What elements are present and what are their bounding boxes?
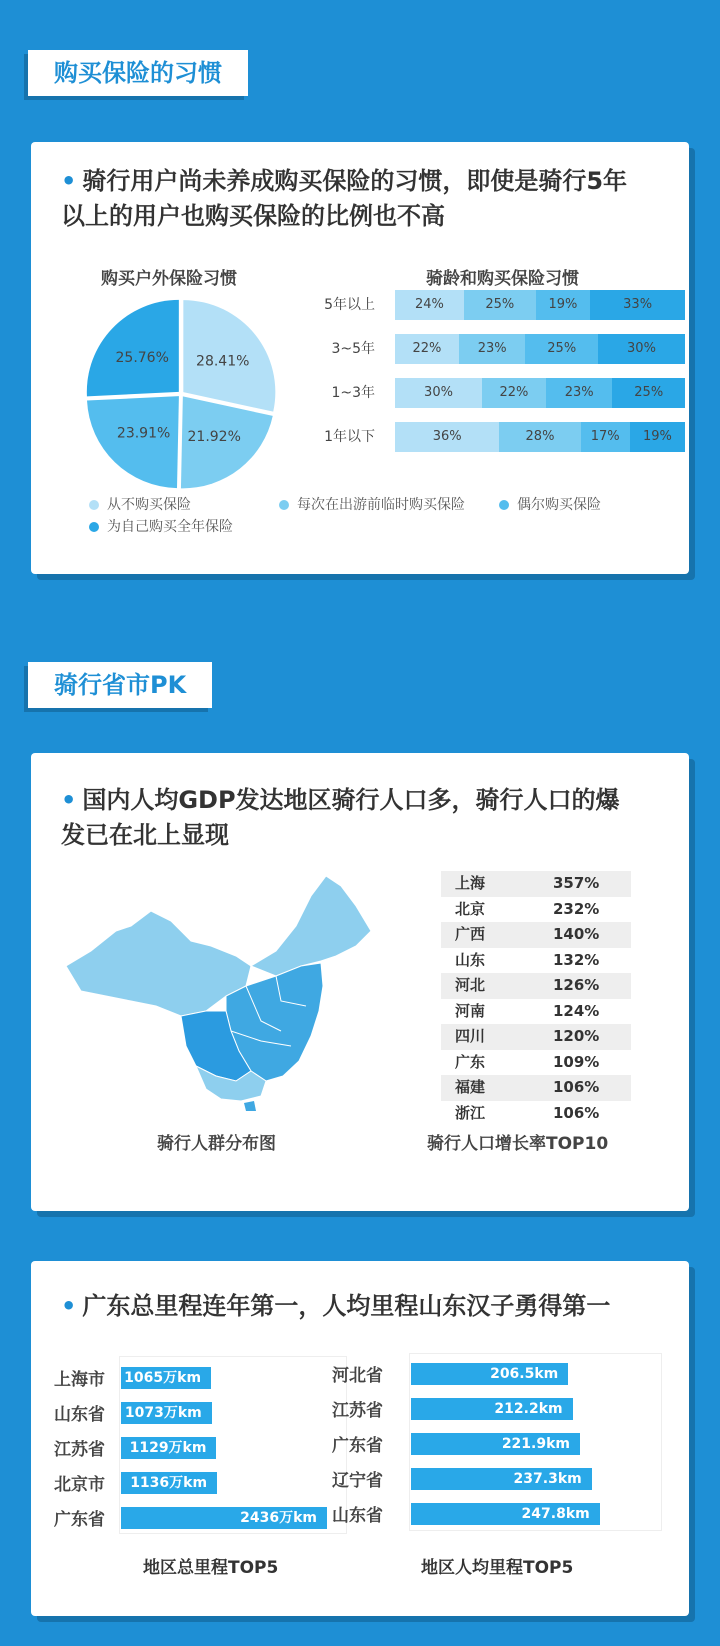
table-row (441, 1075, 631, 1101)
category-label: 山东省 (54, 1405, 105, 1425)
legend-label: 为自己购买全年保险 (107, 519, 233, 535)
pie-slice (87, 396, 179, 488)
card-insurance (31, 142, 689, 574)
table-row (441, 1101, 631, 1127)
legend-swatch (499, 500, 509, 510)
headline-line-1: 国内人均GDP发达地区骑行人口多，骑行人口的爆 (82, 786, 620, 814)
table-row (441, 1024, 631, 1050)
bar: 1129万km (121, 1437, 216, 1459)
province-name: 福建 (455, 1078, 486, 1096)
category-label: 3~5年 (331, 341, 375, 357)
growth-rate: 126% (553, 976, 600, 994)
table-row (441, 871, 631, 897)
legend-item (279, 494, 465, 514)
bar-segment: 30% (598, 334, 685, 364)
headline-line-2: 发已在北上显现 (61, 821, 229, 849)
province-name: 山东 (455, 950, 486, 969)
province-name: 北京 (455, 899, 486, 918)
stacked-bar-track (395, 334, 685, 364)
legend-swatch (89, 500, 99, 510)
category-label: 1~3年 (331, 385, 375, 401)
pie-slice-label: 23.91% (116, 425, 171, 442)
map-caption: 骑行人群分布图 (157, 1134, 276, 1154)
table-row (441, 897, 631, 923)
pie-slice-label: 21.92% (187, 429, 241, 446)
headline-line-2: 以上的用户也购买保险的比例也不高 (61, 202, 445, 230)
category-label: 北京市 (54, 1475, 105, 1495)
stacked-bar-track (395, 290, 685, 320)
legend-label: 每次在出游前临时购买保险 (297, 497, 465, 513)
table-row (441, 1050, 631, 1076)
legend-label: 从不购买保险 (107, 497, 191, 513)
bar-segment: 19% (536, 290, 591, 320)
bar-segment: 24% (395, 290, 464, 320)
growth-rate: 232% (553, 899, 600, 918)
map-region-west (66, 911, 251, 1016)
bar: 237.3km (411, 1468, 592, 1490)
province-name: 广东 (455, 1052, 486, 1071)
bar-segment: 25% (525, 334, 598, 364)
category-label: 1年以下 (324, 429, 375, 445)
table-row (441, 973, 631, 999)
growth-rate: 140% (553, 925, 600, 943)
category-label: 辽宁省 (332, 1471, 383, 1491)
headline-insurance (61, 164, 627, 234)
growth-rate: 132% (553, 950, 600, 969)
stacked-bar-row (291, 422, 691, 452)
bar-segment: 17% (581, 422, 630, 452)
pie-slice-label: 25.76% (115, 350, 169, 367)
growth-rate: 124% (553, 1001, 600, 1020)
bar: 206.5km (411, 1363, 568, 1385)
legend-item (89, 494, 191, 514)
bar-segment: 22% (482, 378, 546, 408)
table-row (441, 922, 631, 948)
category-label: 江苏省 (54, 1440, 105, 1460)
pie-chart-title: 购买户外保险习惯 (101, 269, 237, 289)
section-tag-insurance: 购买保险的习惯 (28, 50, 248, 96)
stacked-bar-row (291, 334, 691, 364)
table-caption: 骑行人口增长率TOP10 (427, 1134, 609, 1154)
growth-rate: 109% (553, 1052, 600, 1071)
pie-slice-label: 28.41% (196, 353, 250, 370)
legend-item (499, 494, 601, 514)
card-mileage (31, 1261, 689, 1616)
bar: 221.9km (411, 1433, 580, 1455)
category-label: 上海市 (54, 1370, 105, 1390)
category-label: 5年以上 (324, 297, 375, 313)
stacked-bar-row (291, 378, 691, 408)
total-mileage-caption: 地区总里程TOP5 (143, 1558, 279, 1578)
headline-province (61, 783, 620, 853)
pie-slice (87, 300, 179, 396)
bar: 247.8km (411, 1503, 600, 1525)
province-name: 河南 (455, 1001, 486, 1020)
bar-segment: 28% (499, 422, 580, 452)
stacked-bar-title: 骑龄和购买保险习惯 (426, 269, 579, 289)
legend-item (89, 516, 233, 536)
section-tag-province: 骑行省市PK (28, 662, 212, 708)
bar-segment: 25% (612, 378, 685, 408)
growth-rate: 357% (553, 874, 600, 892)
bar: 212.2km (411, 1398, 573, 1420)
province-name: 四川 (455, 1027, 486, 1045)
category-label: 广东省 (332, 1436, 383, 1456)
bar-segment: 23% (546, 378, 613, 408)
china-map (61, 871, 371, 1111)
pie-chart (81, 294, 281, 494)
category-label: 广东省 (54, 1510, 105, 1530)
growth-rate: 120% (553, 1027, 600, 1045)
bar: 1065万km (121, 1367, 211, 1389)
bar-segment: 25% (464, 290, 536, 320)
province-name: 河北 (455, 976, 486, 994)
growth-rate: 106% (553, 1078, 600, 1096)
bullet: • (61, 1292, 77, 1320)
legend-label: 偶尔购买保险 (517, 497, 601, 513)
card-province (31, 753, 689, 1211)
bar-segment: 22% (395, 334, 459, 364)
province-name: 广西 (455, 925, 486, 943)
province-name: 浙江 (455, 1103, 486, 1122)
bar-segment: 33% (590, 290, 685, 320)
headline-mileage (61, 1289, 610, 1324)
stacked-bar-track (395, 422, 685, 452)
headline-line-1: 广东总里程连年第一，人均里程山东汉子勇得第一 (82, 1292, 611, 1320)
headline-line-1: 骑行用户尚未养成购买保险的习惯，即使是骑行5年 (82, 167, 628, 195)
category-label: 河北省 (332, 1366, 383, 1386)
bar-segment: 19% (630, 422, 685, 452)
bar-segment: 30% (395, 378, 482, 408)
legend-swatch (279, 500, 289, 510)
table-row (441, 999, 631, 1025)
bar: 2436万km (121, 1507, 327, 1529)
legend-swatch (89, 522, 99, 532)
stacked-bar-row (291, 290, 691, 320)
stacked-bar-track (395, 378, 685, 408)
bar: 1136万km (121, 1472, 217, 1494)
growth-rate: 106% (553, 1103, 600, 1122)
province-name: 上海 (455, 874, 486, 892)
avg-mileage-caption: 地区人均里程TOP5 (421, 1558, 574, 1578)
map-region-north (251, 876, 371, 976)
bar-segment: 23% (459, 334, 526, 364)
category-label: 江苏省 (332, 1401, 383, 1421)
bullet: • (61, 786, 77, 814)
bullet: • (61, 167, 77, 195)
category-label: 山东省 (332, 1506, 383, 1526)
map-region-hainan (244, 1101, 256, 1111)
bar-segment: 36% (395, 422, 499, 452)
growth-table (441, 871, 631, 1126)
table-row (441, 948, 631, 974)
bar: 1073万km (121, 1402, 212, 1424)
